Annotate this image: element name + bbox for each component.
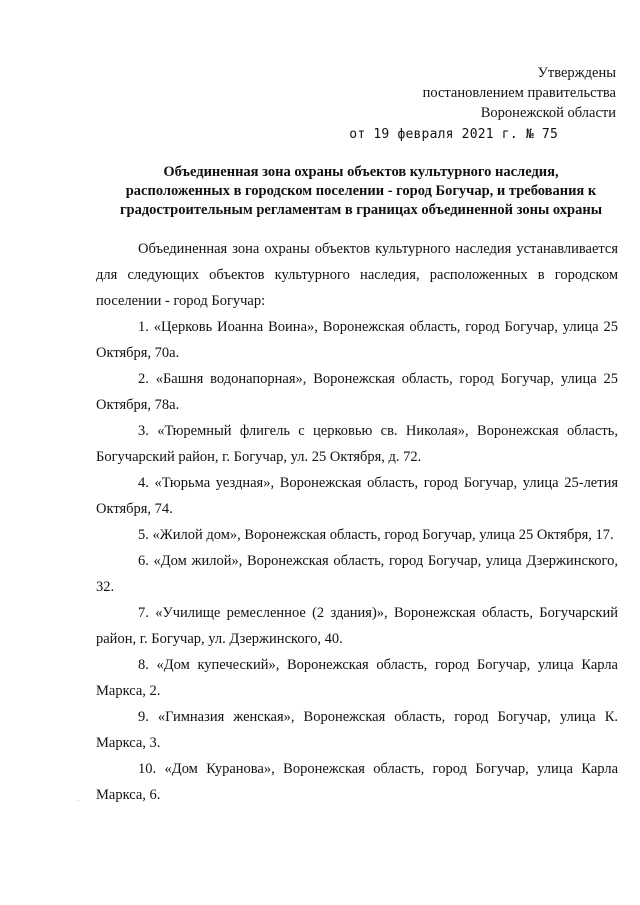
list-item <box>96 314 618 366</box>
list-item-number: 1. <box>138 319 149 335</box>
list-item-text: «Дом Куранова», Воронежская область, город Богучар, улица Карла Маркса, 6. <box>96 761 618 803</box>
document-body <box>96 236 618 808</box>
list-item <box>96 548 618 600</box>
approval-date: от 19 февраля 2021 г. № 75 <box>349 127 558 142</box>
list-item-number: 2. <box>138 371 149 387</box>
list-item-text: «Дом жилой», Воронежская область, город Богучар, улица Дзержинского, 32. <box>96 553 618 595</box>
list-item <box>96 366 618 418</box>
list-item <box>96 470 618 522</box>
document-title <box>96 163 626 220</box>
list-item-text: «Тюремный флигель с церковью св. Николая», Воронежская область, Богучарский район, г. Богучар, ул. 25 Октября, д. 72. <box>96 423 618 465</box>
list-item-text: «Башня водонапорная», Воронежская область, город Богучар, улица 25 Октября, 78а. <box>96 371 619 413</box>
list-item-text: «Дом купеческий», Воронежская область, город Богучар, улица Карла Маркса, 2. <box>96 657 618 699</box>
list-item-number: 8. <box>138 657 149 673</box>
list-item <box>96 652 618 704</box>
approval-stamp <box>349 63 616 145</box>
list-item-text: «Тюрьма уездная», Воронежская область, город Богучар, улица 25-летия Октября, 74. <box>96 475 619 517</box>
list-item-number: 10. <box>138 761 157 777</box>
list-item-text: «Жилой дом», Воронежская область, город Богучар, улица 25 Октября, 17. <box>152 527 614 543</box>
list-item-number: 7. <box>138 605 149 621</box>
intro-paragraph: Объединенная зона охраны объектов культурного наследия устанавливается для следующих объектов культурного наследия, расположенных в городском поселении - город Богучар: <box>96 241 618 309</box>
list-item-text: «Церковь Иоанна Воина», Воронежская область, город Богучар, улица 25 Октября, 70а. <box>96 319 618 361</box>
list-item <box>96 704 618 756</box>
list-item-number: 4. <box>138 475 149 491</box>
list-item <box>96 418 618 470</box>
list-item <box>96 756 618 808</box>
list-item-text: «Гимназия женская», Воронежская область, город Богучар, улица К. Маркса, 3. <box>96 709 619 751</box>
title-line-3: градостроительным регламентам в границах объединенной зоны охраны <box>119 202 603 218</box>
list-item-number: 6. <box>138 553 149 569</box>
list-item-number: 3. <box>138 423 149 439</box>
approval-line-1: Утверждены <box>537 65 616 81</box>
title-line-1: Объединенная зона охраны объектов культурного наследия, <box>163 164 559 180</box>
heritage-object-list <box>96 314 618 808</box>
title-line-2: расположенных в городском поселении - город Богучар, и требования к <box>125 183 597 199</box>
list-item-text: «Училище ремесленное (2 здания)», Воронежская область, Богучарский район, г. Богучар, ул. Дзержинского, 40. <box>96 605 618 647</box>
list-item <box>96 600 618 652</box>
scan-speck <box>78 800 79 801</box>
list-item <box>96 522 618 548</box>
list-item-number: 9. <box>138 709 149 725</box>
approval-line-2: постановлением правительства <box>422 85 616 101</box>
list-item-number: 5. <box>138 527 149 543</box>
approval-line-3: Воронежской области <box>480 105 616 121</box>
